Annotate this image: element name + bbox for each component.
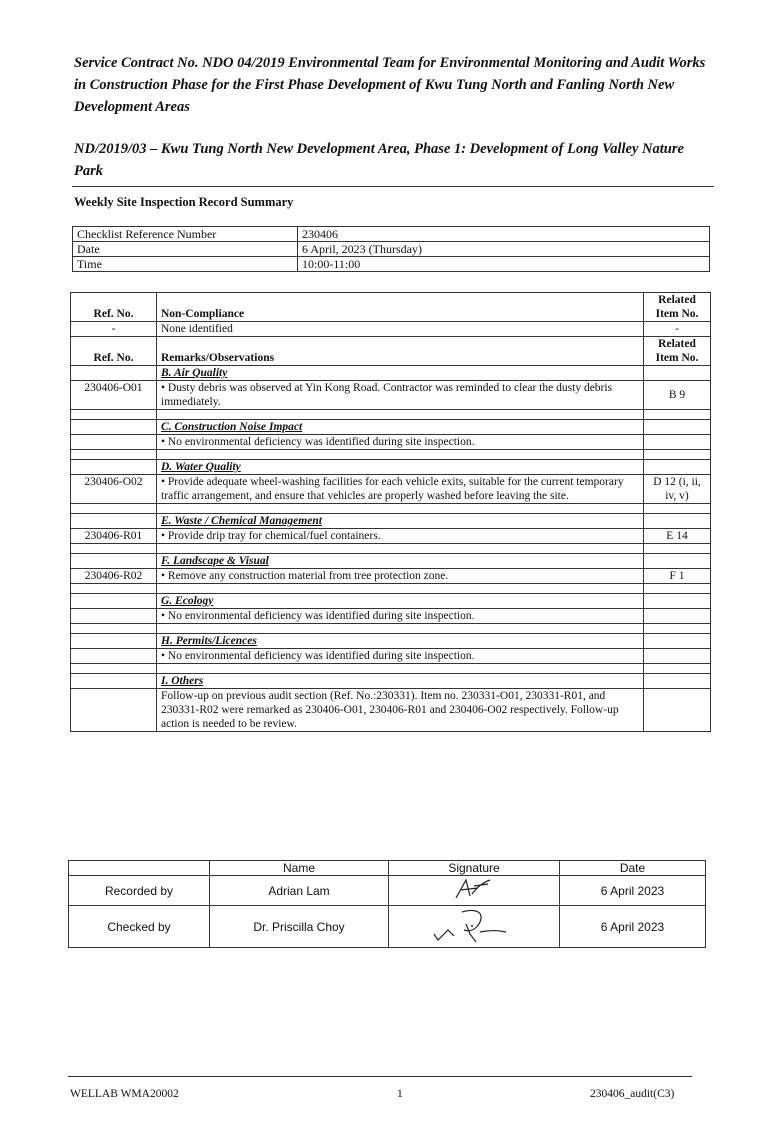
nc-title-header: Non-Compliance <box>157 293 644 322</box>
section-landscape: F. Landscape & Visual <box>157 554 644 569</box>
checked-date: 6 April 2023 <box>560 906 706 948</box>
table-row <box>71 689 711 732</box>
footer-left: WELLAB WMA20002 <box>70 1088 179 1100</box>
item-ref: 230406-O01 <box>71 381 157 410</box>
item-text: • Dusty debris was observed at Yin Kong Road. Contractor was reminded to clear the dusty debris immediately. <box>157 381 644 410</box>
section-permits: H. Permits/Licences <box>157 634 644 649</box>
inspection-table <box>70 292 711 732</box>
table-row <box>71 381 711 410</box>
section-ecology: G. Ecology <box>157 594 644 609</box>
item-text: • No environmental deficiency was identified during site inspection. <box>157 649 644 664</box>
section-water-quality: D. Water Quality <box>157 460 644 475</box>
section-title: Weekly Site Inspection Record Summary <box>74 195 294 209</box>
item-related: B 9 <box>644 381 711 410</box>
checker-signature <box>389 906 560 948</box>
item-ref <box>71 435 157 450</box>
item-ref <box>71 689 157 732</box>
table-row <box>71 435 711 450</box>
footer-divider <box>68 1076 692 1077</box>
table-row <box>71 475 711 504</box>
item-related <box>644 435 711 450</box>
signature-scribble-icon <box>424 906 524 944</box>
recorded-date: 6 April 2023 <box>560 876 706 906</box>
table-row <box>71 529 711 544</box>
item-related <box>644 609 711 624</box>
checklist-ref-label: Checklist Reference Number <box>73 227 298 242</box>
project-subtitle: ND/2019/03 – Kwu Tung North New Development Area, Phase 1: Development of Long Valley Nature Park <box>74 141 684 179</box>
rem-related-header: Related Item No. <box>644 337 711 366</box>
checked-by-name: Dr. Priscilla Choy <box>210 906 389 948</box>
item-text: • No environmental deficiency was identified during site inspection. <box>157 435 644 450</box>
header-divider <box>72 186 714 187</box>
nc-related: - <box>644 322 711 337</box>
checked-by-label: Checked by <box>69 906 210 948</box>
recorder-signature <box>389 876 560 906</box>
item-related <box>644 689 711 732</box>
table-row <box>71 569 711 584</box>
section-air-quality: B. Air Quality <box>157 366 644 381</box>
item-related: E 14 <box>644 529 711 544</box>
date-value: 6 April, 2023 (Thursday) <box>298 242 710 257</box>
table-row <box>71 609 711 624</box>
rem-title-header: Remarks/Observations <box>157 337 644 366</box>
item-ref: 230406-O02 <box>71 475 157 504</box>
recorded-by-name: Adrian Lam <box>210 876 389 906</box>
time-value: 10:00-11:00 <box>298 257 710 272</box>
item-ref <box>71 649 157 664</box>
item-related: F 1 <box>644 569 711 584</box>
name-header: Name <box>210 861 389 876</box>
date-header: Date <box>560 861 706 876</box>
item-text: • No environmental deficiency was identified during site inspection. <box>157 609 644 624</box>
nc-related-header: Related Item No. <box>644 293 711 322</box>
item-related: D 12 (i, ii, iv, v) <box>644 475 711 504</box>
item-ref <box>71 609 157 624</box>
time-label: Time <box>73 257 298 272</box>
rem-ref-header: Ref. No. <box>71 337 157 366</box>
signature-scribble-icon <box>444 876 504 902</box>
item-text: • Provide drip tray for chemical/fuel containers. <box>157 529 644 544</box>
signature-table <box>68 860 706 948</box>
nc-ref: - <box>71 322 157 337</box>
section-waste: E. Waste / Chemical Management <box>157 514 644 529</box>
checklist-ref-value: 230406 <box>298 227 710 242</box>
item-ref: 230406-R02 <box>71 569 157 584</box>
item-related <box>644 649 711 664</box>
item-ref: 230406-R01 <box>71 529 157 544</box>
date-label: Date <box>73 242 298 257</box>
footer-right: 230406_audit(C3) <box>590 1088 675 1100</box>
item-text: • Provide adequate wheel-washing facilities for each vehicle exits, suitable for the current temporary traffic arrangement, and ensure that vehicles are properly washed before leaving the site. <box>157 475 644 504</box>
table-row <box>71 649 711 664</box>
page-number: 1 <box>397 1088 403 1100</box>
item-text: • Remove any construction material from tree protection zone. <box>157 569 644 584</box>
nc-text: None identified <box>157 322 644 337</box>
contract-title: Service Contract No. NDO 04/2019 Environmental Team for Environmental Monitoring and Audit Works in Construction Phase for the First Phase Development of Kwu Tung North and Fanling North New Development Areas <box>74 55 706 115</box>
signature-header: Signature <box>389 861 560 876</box>
section-others: I. Others <box>157 674 644 689</box>
recorded-by-label: Recorded by <box>69 876 210 906</box>
nc-ref-header: Ref. No. <box>71 293 157 322</box>
checklist-table <box>72 226 710 272</box>
item-text: Follow-up on previous audit section (Ref. No.:230331). Item no. 230331-O01, 230331-R01, and 230331-R02 were remarked as 230406-O01, 230406-R01 and 230406-O02 respectively. Follow-up action is needed to be review. <box>157 689 644 732</box>
section-noise: C. Construction Noise Impact <box>157 420 644 435</box>
